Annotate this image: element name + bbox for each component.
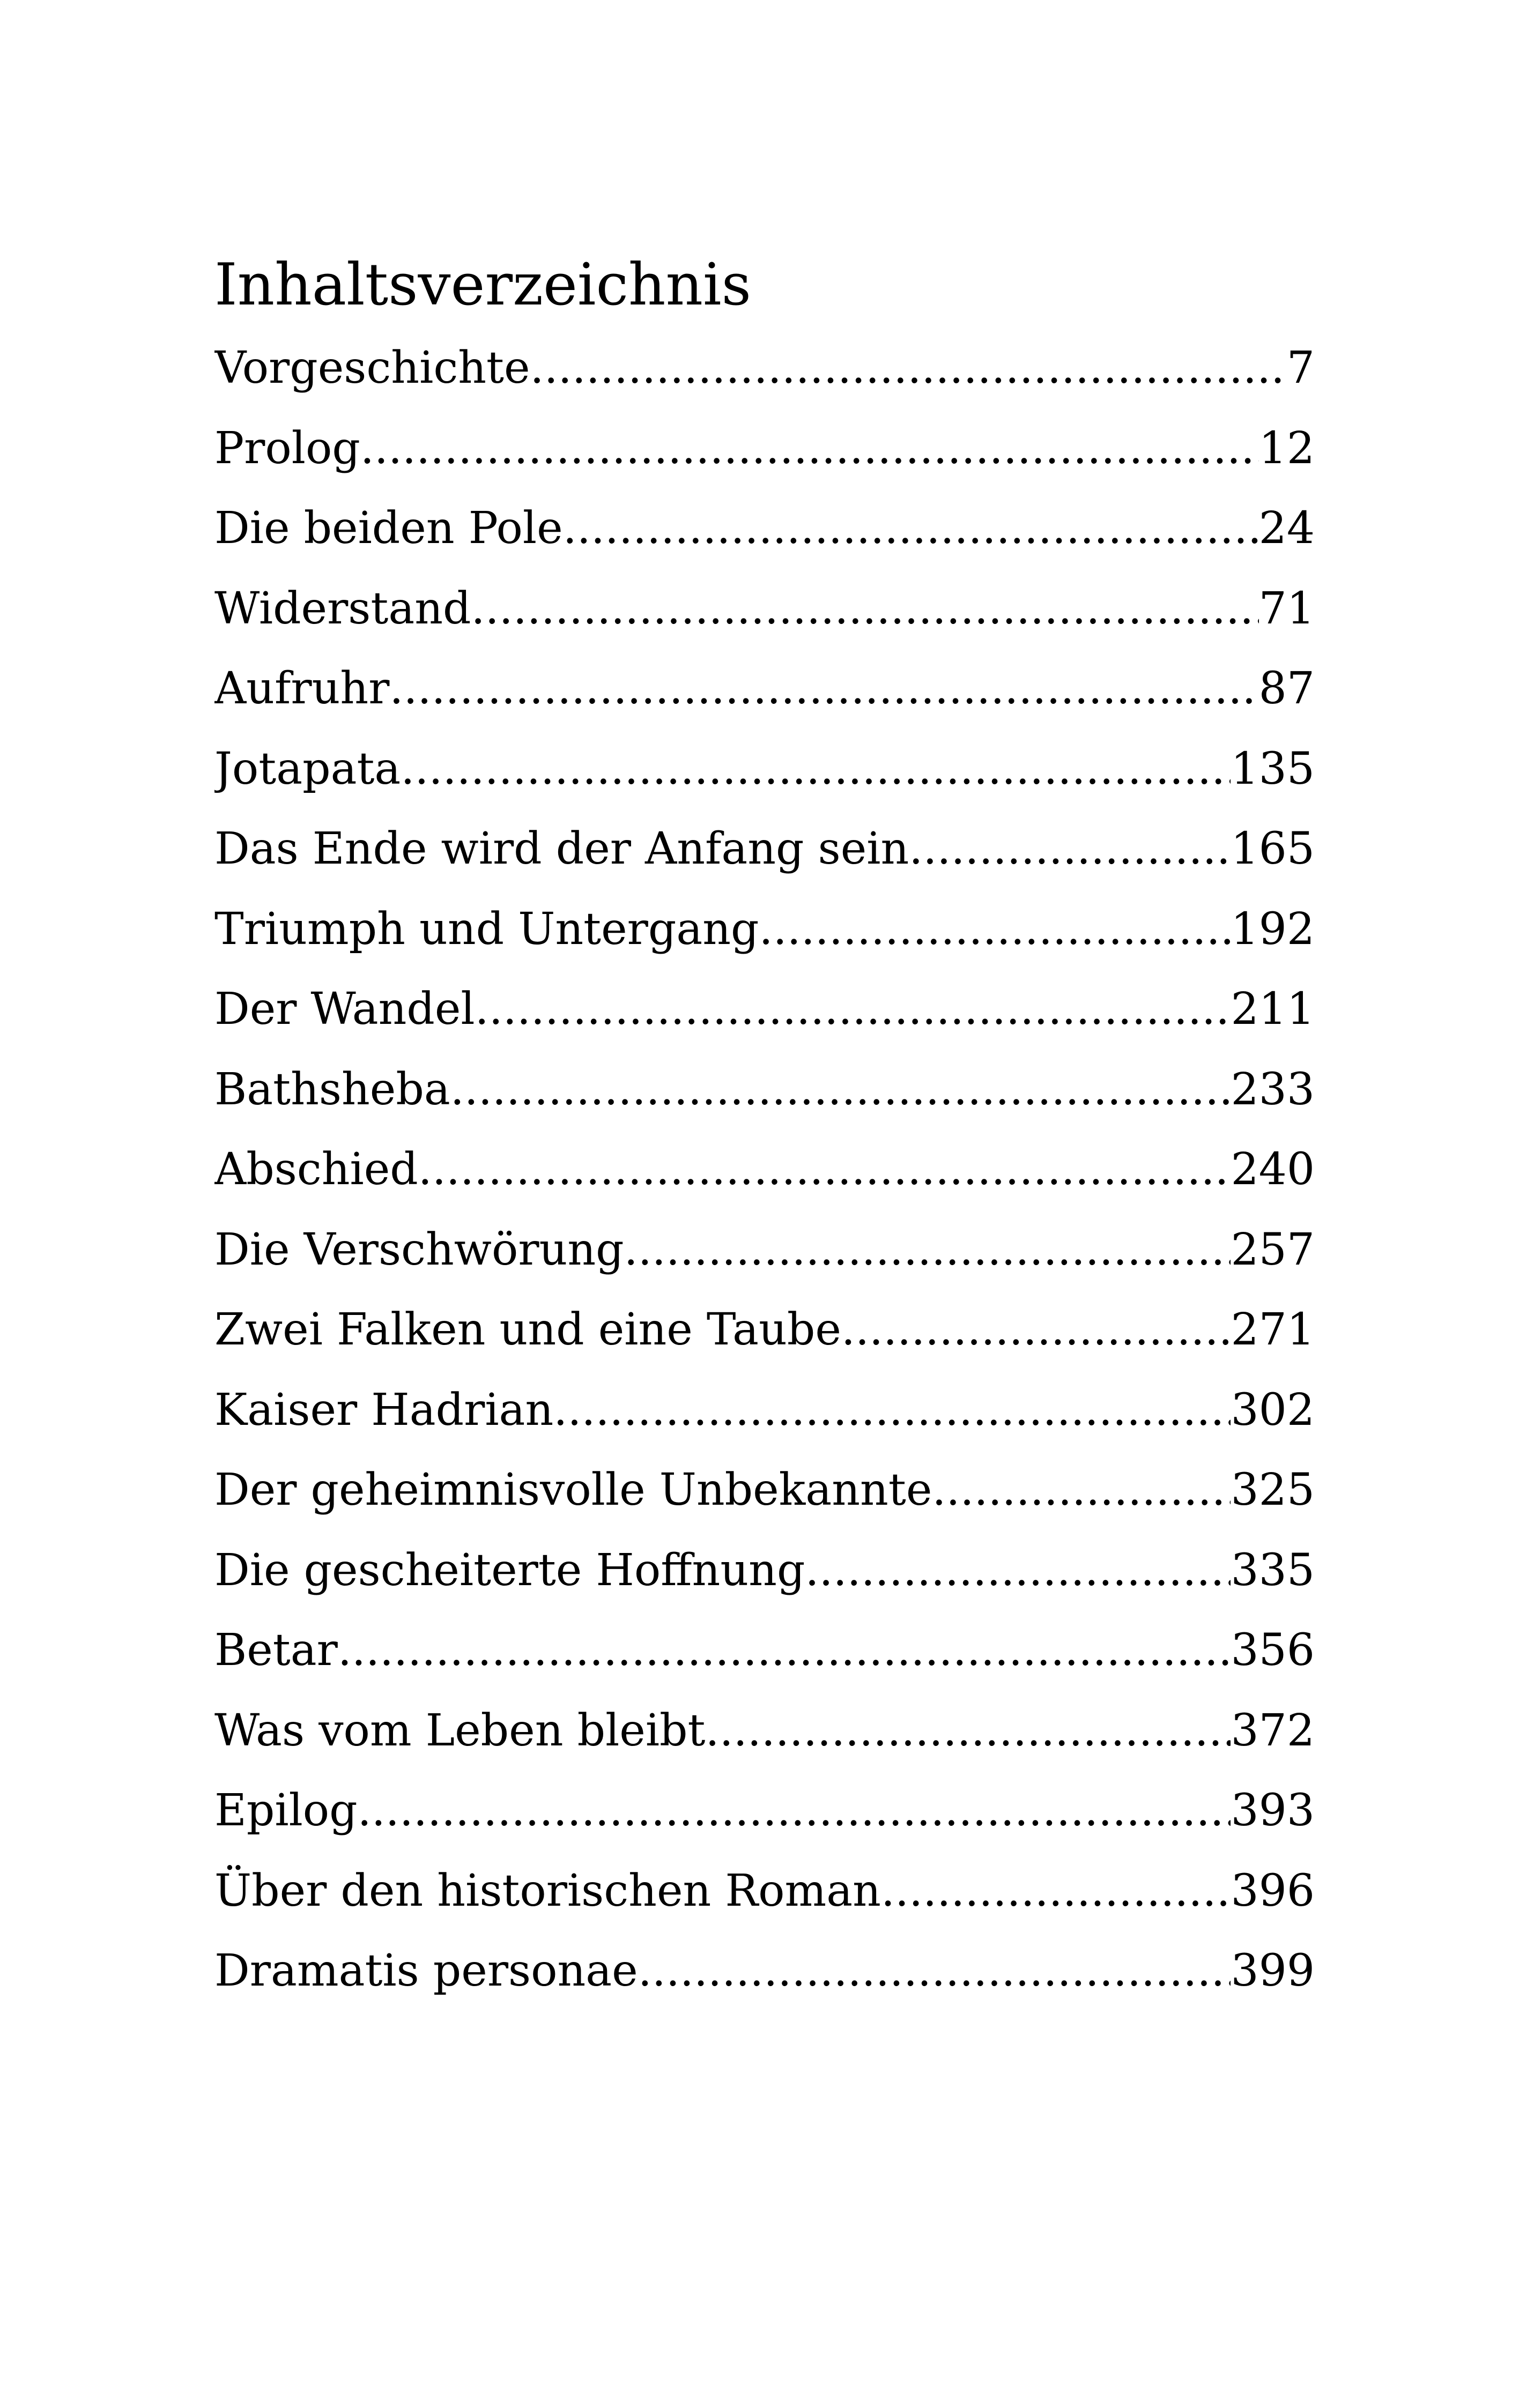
toc-entry <box>214 1942 1315 2022</box>
dot-leader <box>471 579 1259 638</box>
toc-entry-page-number: 7 <box>1286 343 1315 393</box>
toc-entry <box>214 1300 1315 1381</box>
toc-entry-label: Die Verschwörung <box>214 1224 624 1275</box>
dot-leader <box>401 740 1231 799</box>
toc-entry-label: Dramatis personae <box>214 1945 638 1996</box>
toc-entry-page-number: 335 <box>1231 1544 1315 1596</box>
toc-entry <box>214 1541 1315 1622</box>
toc-entry-page-number: 257 <box>1231 1224 1315 1275</box>
toc-entry <box>214 1621 1315 1701</box>
dot-leader <box>805 1541 1231 1600</box>
toc-entry-page-number: 393 <box>1231 1785 1315 1836</box>
dot-leader <box>638 1942 1231 2001</box>
toc-entry-page-number: 24 <box>1258 503 1315 554</box>
toc-entry-label: Jotapata <box>214 743 401 794</box>
toc-entry-page-number: 233 <box>1231 1064 1315 1115</box>
toc-entry-label: Aufruhr <box>214 663 390 714</box>
dot-leader <box>841 1300 1231 1359</box>
toc-entry-page-number: 372 <box>1231 1705 1315 1756</box>
page-title: Inhaltsverzeichnis <box>214 251 752 318</box>
dot-leader <box>358 1781 1231 1840</box>
toc-entry-page-number: 211 <box>1231 984 1315 1035</box>
toc-entry <box>214 339 1315 419</box>
dot-leader <box>475 980 1231 1039</box>
toc-entry-label: Betar <box>214 1625 338 1676</box>
toc-entry <box>214 1381 1315 1461</box>
dot-leader <box>759 900 1231 959</box>
toc-entry-label: Über den historischen Roman <box>214 1865 881 1916</box>
toc-entry-label: Das Ende wird der Anfang sein <box>214 823 909 874</box>
toc-entry <box>214 1221 1315 1301</box>
toc-entry-page-number: 240 <box>1231 1144 1315 1195</box>
toc-entry-page-number: 271 <box>1231 1304 1315 1355</box>
toc-entry-page-number: 396 <box>1231 1865 1315 1916</box>
dot-leader <box>706 1701 1231 1760</box>
dot-leader <box>624 1221 1231 1280</box>
toc-entry <box>214 1701 1315 1782</box>
toc-entry-page-number: 356 <box>1231 1625 1315 1676</box>
toc-entry-label: Die gescheiterte Hoffnung <box>214 1544 805 1596</box>
dot-leader <box>360 419 1259 478</box>
toc-entry <box>214 1060 1315 1141</box>
toc-entry-page-number: 325 <box>1231 1465 1315 1515</box>
dot-leader <box>450 1060 1231 1119</box>
toc-entry <box>214 419 1315 500</box>
toc-entry <box>214 740 1315 820</box>
toc-entry-page-number: 71 <box>1258 583 1315 634</box>
toc-entry-label: Der geheimnisvolle Unbekannte <box>214 1465 932 1515</box>
toc-entry-label: Zwei Falken und eine Taube <box>214 1304 841 1355</box>
toc-entry <box>214 1140 1315 1221</box>
toc-entry-page-number: 399 <box>1231 1945 1315 1996</box>
toc-entry-page-number: 135 <box>1231 743 1315 794</box>
toc-entry-page-number: 192 <box>1231 903 1315 955</box>
toc-entry-label: Bathsheba <box>214 1064 450 1115</box>
dot-leader <box>553 1381 1231 1440</box>
toc-entry <box>214 980 1315 1060</box>
toc-entry-label: Abschied <box>214 1144 418 1195</box>
dot-leader <box>389 659 1258 718</box>
table-of-contents <box>214 248 1315 2022</box>
toc-entry <box>214 579 1315 660</box>
dot-leader <box>418 1140 1231 1199</box>
toc-entry-label: Die beiden Pole <box>214 503 563 554</box>
toc-entry <box>214 1862 1315 1942</box>
dot-leader <box>881 1862 1231 1921</box>
toc-entry-page-number: 302 <box>1231 1384 1315 1436</box>
toc-entry-label: Triumph und Untergang <box>214 903 759 955</box>
dot-leader <box>338 1621 1231 1680</box>
toc-entry-label: Widerstand <box>214 583 471 634</box>
toc-list <box>214 339 1315 2022</box>
toc-entry-page-number: 12 <box>1258 422 1315 474</box>
toc-entry <box>214 659 1315 740</box>
toc-entry-label: Epilog <box>214 1785 358 1836</box>
dot-leader <box>530 339 1287 398</box>
toc-entry-page-number: 165 <box>1231 823 1315 874</box>
toc-entry <box>214 1781 1315 1862</box>
dot-leader <box>563 499 1259 558</box>
toc-entry <box>214 820 1315 900</box>
toc-entry-label: Was vom Leben bleibt <box>214 1705 706 1756</box>
toc-entry-label: Vorgeschichte <box>214 343 530 393</box>
dot-leader <box>932 1461 1231 1520</box>
toc-entry <box>214 900 1315 980</box>
toc-entry-label: Prolog <box>214 422 360 474</box>
toc-entry-label: Der Wandel <box>214 984 475 1035</box>
toc-entry-page-number: 87 <box>1258 663 1315 714</box>
toc-entry <box>214 499 1315 579</box>
dot-leader <box>909 820 1231 879</box>
toc-entry-label: Kaiser Hadrian <box>214 1384 554 1436</box>
toc-entry <box>214 1461 1315 1541</box>
